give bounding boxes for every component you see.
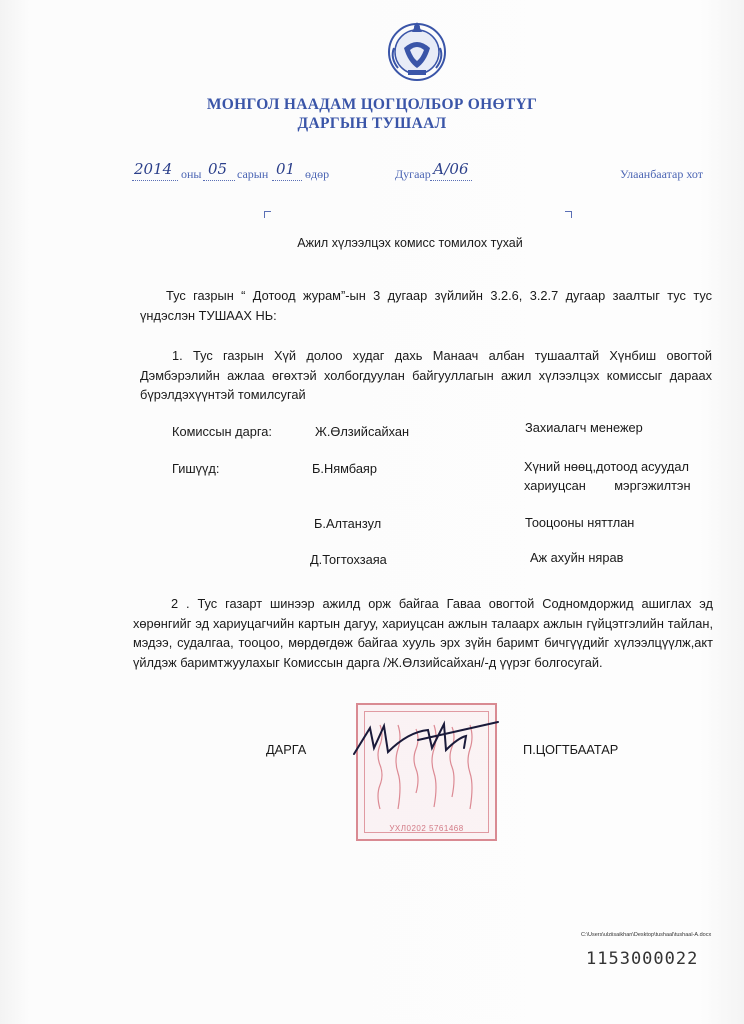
date-year: 2014 xyxy=(134,160,173,178)
member-3-name: Д.Тогтохзаяа xyxy=(310,552,387,567)
chair-role: Захиалагч менежер xyxy=(525,420,643,435)
member-2-role: Тооцооны няттлан xyxy=(525,515,635,530)
members-label: Гишүүд: xyxy=(172,461,220,476)
file-path: C:\Users\ulziisaikhan\Desktop\tushaal\tushaal-A.docx xyxy=(581,932,712,938)
state-emblem-icon xyxy=(386,18,448,82)
bracket-left xyxy=(264,211,271,218)
date-month-suffix: сарын xyxy=(237,167,269,181)
member-1-role: Хүний нөөц,дотоод асуудал xyxy=(524,459,689,474)
order-number: А/06 xyxy=(433,160,469,178)
member-1-name: Б.Нямбаяр xyxy=(312,461,377,476)
order-heading: ДАРГЫН ТУШААЛ xyxy=(297,115,447,132)
organization-name: МОНГОЛ НААДАМ ЦОГЦОЛБОР ОНӨТҮГ xyxy=(206,96,538,113)
member-3-role: Аж ахуйн нярав xyxy=(530,550,624,565)
date-day: 01 xyxy=(276,160,296,178)
date-day-suffix: өдөр xyxy=(305,167,330,181)
chair-name: Ж.Өлзийсайхан xyxy=(315,424,410,439)
item-1-paragraph: 1. Тус газрын Хүй долоо худаг дахь Манаач албан тушаалтай Хүнбиш овогтой Дэмбэрэлийн ажлаа өгөхтэй холбогдуулан байгууллагын ажил хүлээлцэх комиссыг дараах бүрэлдэхүүнтэй томилсугай xyxy=(140,348,712,402)
document-serial: 1153000022 xyxy=(586,949,699,969)
item-2-paragraph: 2 . Тус газарт шинээр ажилд орж байгаа Гаваа овогтой Содномдоржид ашиглах эд хөрөнгийг эд хариуцагчийн картын дагуу, хариуцсан ажлын талаарх ажлын гүйцэтгэлийн тайлан, мэдээ, судалгаа, тооцоо, мөрдөгдөж байгаа хууль эрх зүйн баримт бичгүүдийг хүлээлцүүлж,акт үйлдэж баримтжуулахыг Комиссын дарга /Ж.Өлзийсайхан/-д үүрэг болгосугай. xyxy=(133,596,713,670)
preamble-paragraph: Тус газрын “ Дотоод журам”-ын 3 дугаар зүйлийн 3.2.6, 3.2.7 дугаар заалтыг тус тус үндэслэн ТУШААХ НЬ: xyxy=(140,288,712,323)
stamp-code: УХЛ0202 5761468 xyxy=(389,824,464,833)
document-title: Ажил хүлээлцэх комисс томилох тухай xyxy=(297,236,523,250)
date-year-suffix: оны xyxy=(181,167,202,181)
city-name: Улаанбаатар хот xyxy=(620,167,703,181)
member-2-name: Б.Алтанзул xyxy=(314,516,382,531)
date-month: 05 xyxy=(208,160,228,178)
signer-name: П.ЦОГТБААТАР xyxy=(523,742,619,757)
number-label: Дугаар xyxy=(395,167,431,181)
bracket-right xyxy=(565,211,572,218)
member-1-role-line2: хариуцсан мэргэжилтэн xyxy=(524,478,691,493)
handwritten-signature-icon xyxy=(348,718,508,768)
chair-label: Комиссын дарга: xyxy=(172,424,272,439)
signer-title: ДАРГА xyxy=(266,742,307,757)
